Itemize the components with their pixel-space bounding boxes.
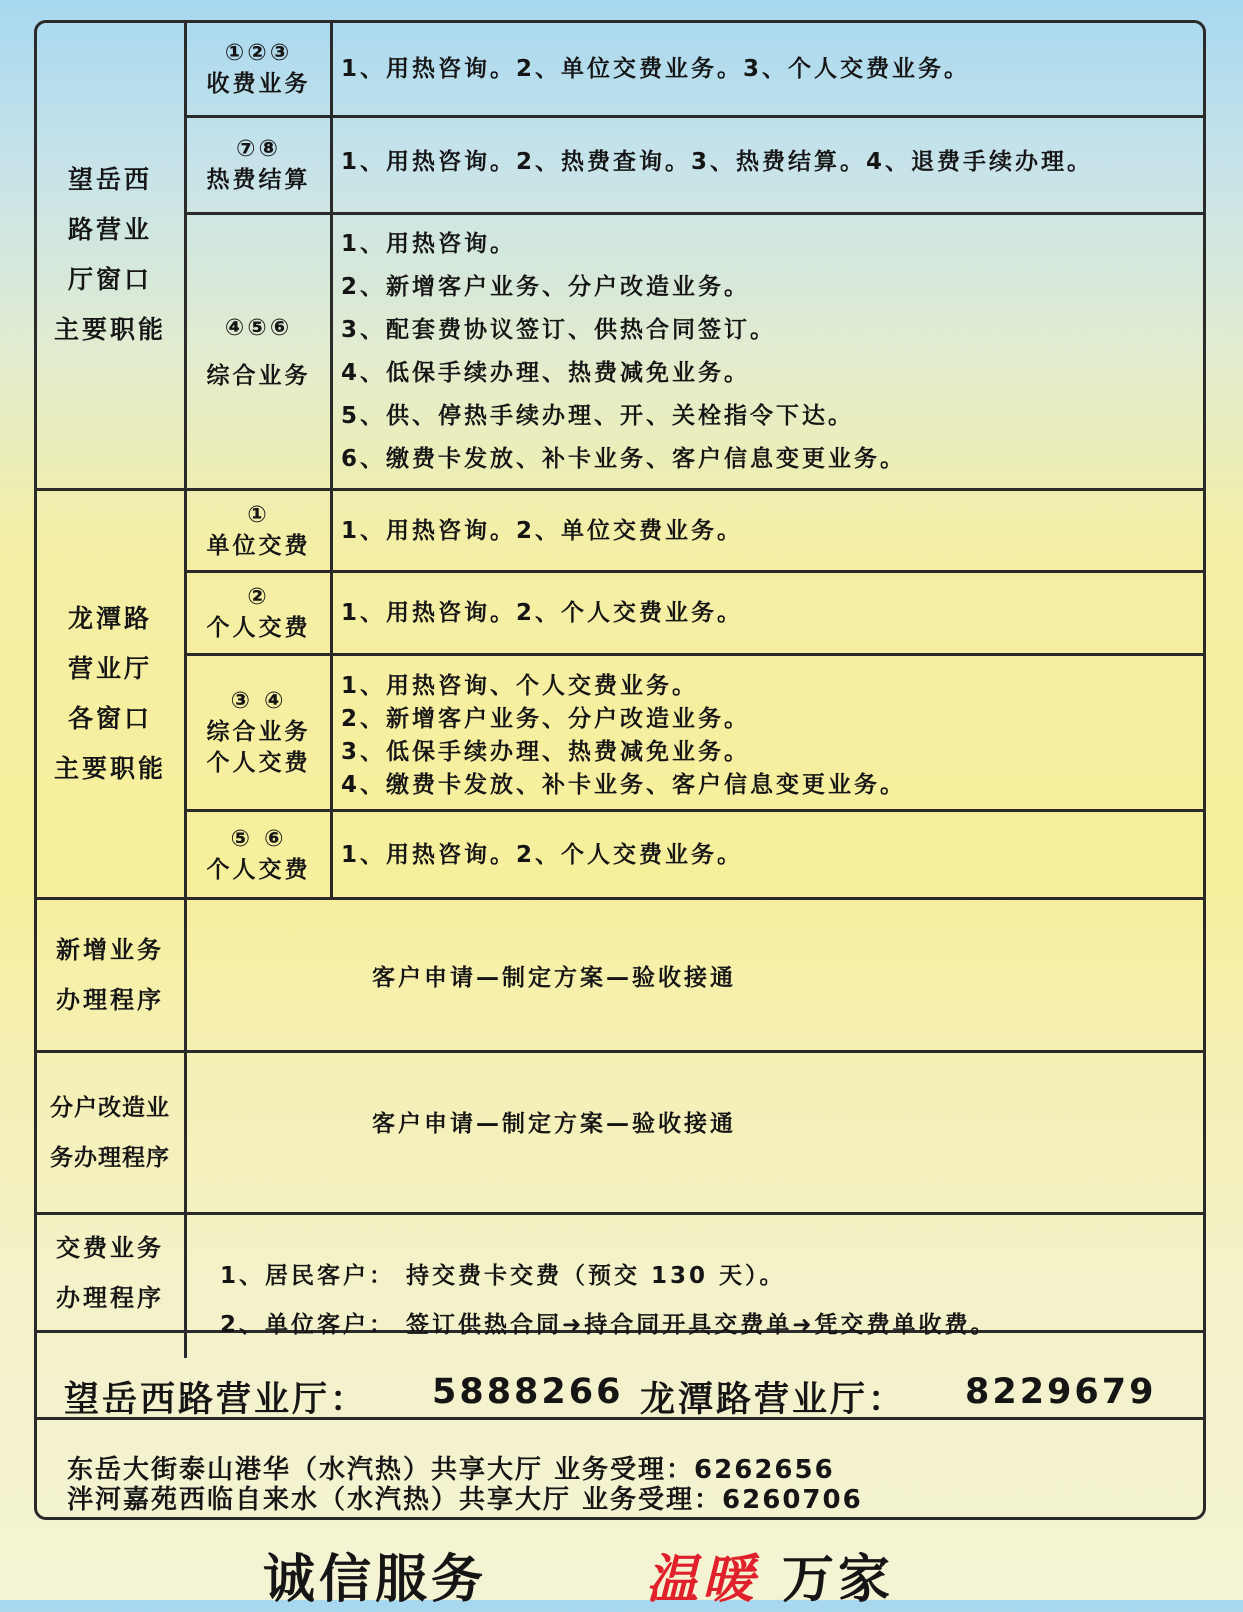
procedure-title-renovation: 分户改造业 务办理程序 (50, 1094, 170, 1171)
window-label: ④⑤⑥ 综合业务 (206, 314, 311, 389)
window-duties: 1、用热咨询。2、个人交费业务。 (341, 841, 744, 868)
hotline-longtan-label: 龙潭路营业厅： (640, 1380, 907, 1420)
window-duties: 1、用热咨询。 2、新增客户业务、分户改造业务。 3、配套费协议签订、供热合同签订。 4、低保手续办理、热费减免业务。 5、供、停热手续办理、开、关栓指令下达。 6、缴费卡发放、补卡业务、客户信息变更业务。 (341, 231, 907, 472)
slogan-part2: 温暖 (646, 1549, 759, 1610)
window-duties: 1、用热咨询。2、个人交费业务。 (341, 600, 744, 626)
divider (36, 1212, 1204, 1215)
shared-hall-line: 泮河嘉苑西临自来水（水汽热）共享大厅 业务受理：6260706 (67, 1485, 863, 1515)
window-label: ⑤ ⑥ 个人交费 (206, 825, 311, 883)
window-label: ⑦⑧ 热费结算 (206, 136, 311, 193)
procedure-title-payment: 交费业务 办理程序 (56, 1233, 164, 1312)
divider (330, 22, 333, 900)
section-title-longtan: 龙潭路 营业厅 各窗口 主要职能 (53, 604, 166, 783)
divider (184, 212, 1204, 215)
hotline-wangyue-label: 望岳西路营业厅： (64, 1380, 369, 1420)
section-title-wangyue: 望岳西 路营业 厅窗口 主要职能 (53, 165, 166, 344)
slogan-part3: 万家 (782, 1549, 895, 1610)
procedure-steps: 客户申请—制定方案—验收接通 (372, 1111, 736, 1137)
window-label: ③ ④ 综合业务 个人交费 (206, 688, 311, 776)
payment-item: 1、居民客户： 持交费卡交费（预交 130 天）。 (220, 1263, 786, 1289)
divider (184, 653, 1204, 656)
procedure-steps: 客户申请—制定方案—验收接通 (372, 964, 736, 991)
shared-hall-line: 东岳大街泰山港华（水汽热）共享大厅 业务受理：6262656 (67, 1455, 835, 1485)
window-duties: 1、用热咨询。2、热费查询。3、热费结算。4、退费手续办理。 (341, 149, 1094, 175)
hotline-wangyue-number: 5888266 (432, 1372, 624, 1412)
procedure-title-new-business: 新增业务 办理程序 (56, 936, 164, 1014)
window-duties: 1、用热咨询。2、单位交费业务。3、个人交费业务。 (341, 55, 971, 82)
hotline-longtan-number: 8229679 (965, 1372, 1157, 1412)
window-label: ①②③ 收费业务 (206, 39, 311, 97)
slogan-part1: 诚信服务 (263, 1549, 488, 1610)
window-duties: 1、用热咨询。2、单位交费业务。 (341, 517, 744, 544)
window-duties: 1、用热咨询、个人交费业务。 2、新增客户业务、分户改造业务。 3、低保手续办理、热费减免业务。 4、缴费卡发放、补卡业务、客户信息变更业务。 (341, 673, 907, 798)
window-label: ① 单位交费 (206, 501, 311, 559)
payment-item: 2、单位客户： 签订供热合同➜持合同开具交费单➜凭交费单收费。 (220, 1312, 997, 1338)
window-label: ② 个人交费 (206, 584, 311, 641)
